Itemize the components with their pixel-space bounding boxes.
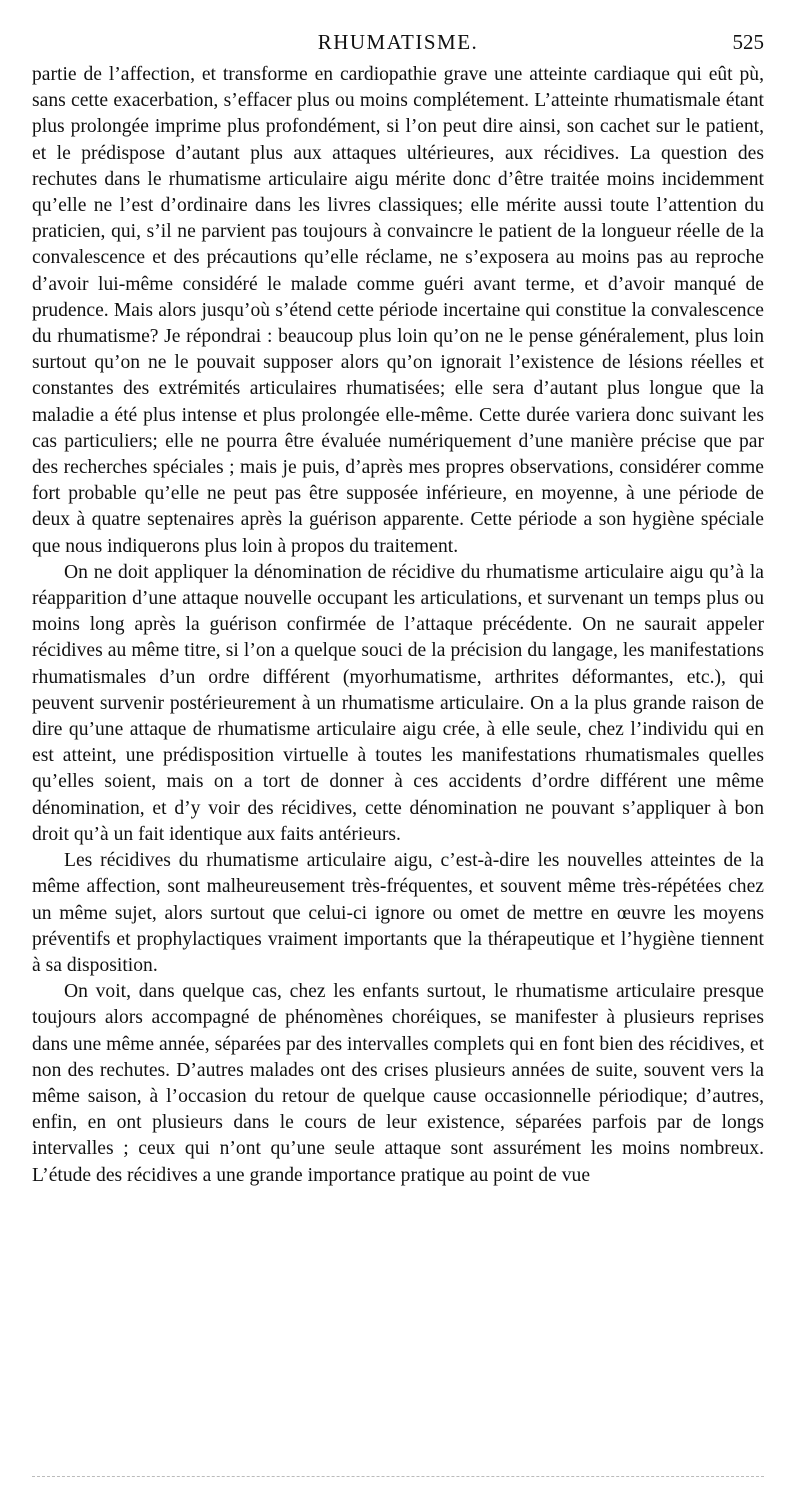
paragraph-continuation: partie de l’affection, et transforme en cardiopathie grave une atteinte cardiaque qui eût pù, sans cette exacerbation, s’effacer plus ou moins complétement. L’atteinte rhumatismale étant plus prolongée imprime plus profondément, si l’on peut dire ainsi, son cachet sur le patient, et le prédispose d’autant plus aux attaques ultérieures, aux récidives. La question des rechutes dans le rhumatisme articulaire aigu mérite donc d’être traitée moins incidemment qu’elle ne l’est d’ordinaire dans les livres classiques; elle mérite aussi toute l’attention du praticien, qui, s’il ne parvient pas toujours à convaincre le patient de la longueur réelle de la convalescence et des précautions qu’elle réclame, ne s’exposera au moins pas au reproche d’avoir lui-même considéré le malade comme guéri avant terme, et d’avoir manqué de prudence. Mais alors jusqu’où s’étend cette période incertaine qui constitue la convalescence du rhumatisme? Je répondrai : beaucoup plus loin qu’on ne le pense généralement, plus loin surtout qu’on ne le pouvait supposer alors qu’on ignorait l’existence de lésions réelles et constantes des extrémités articulaires rhumatisées; elle sera d’autant plus longue que la maladie a été plus intense et plus prolongée elle-même. Cette durée variera donc suivant les cas particuliers; elle ne pourra être évaluée numériquement d’une manière précise que par des recherches spéciales ; mais je puis, d’après mes propres observations, considérer comme fort probable qu’elle ne peut pas être supposée inférieure, en moyenne, à une période de deux à quatre septenaires après la guérison apparente. Cette période a son hygiène spéciale que nous indiquerons plus loin à propos du traitement. (32, 64, 764, 557)
paragraph-recidive-children: On voit, dans quelque cas, chez les enfants surtout, le rhumatisme articulaire presque toujours alors accompagné de phénomènes choréiques, se manifester à plusieurs reprises dans une même année, séparées par des intervalles complets qui en font bien des récidives, et non des rechutes. D’autres malades ont des crises plusieurs années de suite, souvent vers la même saison, à l’occasion du retour de quelque cause occasionnelle périodique; d’autres, enfin, en ont plusieurs dans le cours de leur existence, séparées parfois par de longs intervalles ; ceux qui n’ont qu’une seule attaque sont assurément les moins nombreux. L’étude des récidives a une grande importance pratique au point de vue (32, 981, 764, 1186)
running-header (32, 22, 764, 62)
page-number: 525 (732, 30, 764, 54)
paragraph-recidive-definition: On ne doit appliquer la dénomination de récidive du rhumatisme articulaire aigu qu’à la réapparition d’une attaque nouvelle occupant les articulations, et survenant un temps plus ou moins long après la guérison confirmée de l’attaque précédente. On ne saurait appeler récidives au même titre, si l’on a quelque souci de la précision du langage, les manifestations rhumatismales d’un ordre différent (myorhumatisme, arthrites déformantes, etc.), qui peuvent survenir postérieurement à un rhumatisme articulaire. On a la plus grande raison de dire qu’une attaque de rhumatisme articulaire aigu crée, à elle seule, chez l’individu qui en est atteint, une prédisposition virtuelle à toutes les manifestations rhumatismales quelles qu’elles soient, mais on a tort de donner à ces accidents d’ordre différent une même dénomination, et d’y voir des récidives, cette dénomination ne pouvant s’appliquer à bon droit qu’à un fait identique aux faits antérieurs. (32, 561, 764, 845)
running-title: RHUMATISME. (317, 30, 479, 54)
document-page (32, 22, 764, 1189)
paragraph-recidive-frequency: Les récidives du rhumatisme articulaire aigu, c’est-à-dire les nouvelles atteintes de la même affection, sont malheureusement très-fréquentes, et souvent même très-répétées chez un même sujet, alors surtout que celui-ci ignore ou omet de mettre en œuvre les moyens préventifs et prophylactiques vraiment importants que la thérapeutique et l’hygiène tiennent à sa disposition. (32, 850, 764, 976)
page-bottom-rule (32, 1476, 764, 1477)
body-text (32, 62, 764, 1189)
